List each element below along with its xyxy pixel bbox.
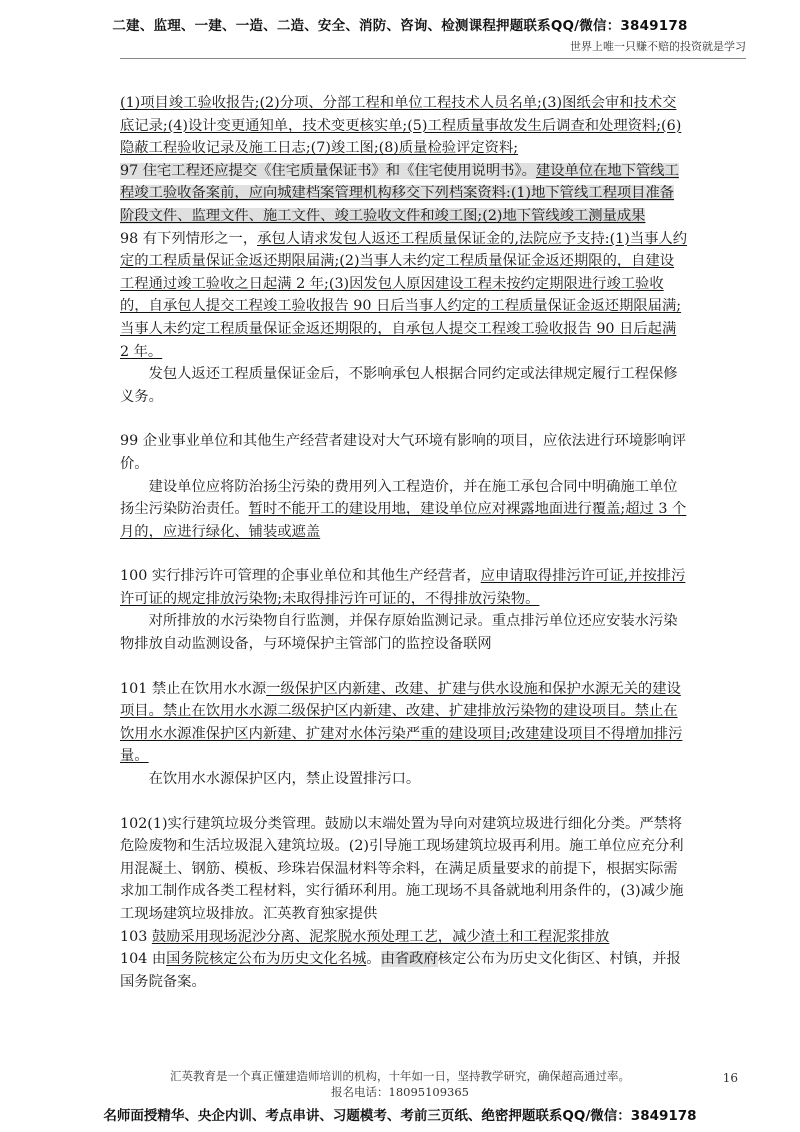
header-rule — [120, 58, 746, 59]
item-98-note: 发包人返还工程质量保证金后，不影响承包人根据合同约定或法律规定履行工程保修义务。 — [120, 366, 678, 405]
item-99-body: 建设单位应将防治扬尘污染的费用列入工程造价，并在施工承包合同中明确施工单位扬尘污染防治责任。 — [120, 478, 678, 518]
item-103-underlined: 鼓励采用现场泥沙分离、泥浆脱水预处理工艺，减少渣土和工程泥浆排放 — [151, 928, 610, 945]
item-104-highlight: 由省政府 — [380, 951, 438, 968]
item-100-underlined: 应申请取得排污许可证,并按排污许可证的规定排放污染物;未取得排污许可证的，不得排放污染物。 — [120, 568, 686, 607]
item-98 — [120, 228, 688, 409]
item-97 — [120, 160, 688, 228]
item-100-lead: 100 实行排污许可管理的企事业单位和其他生产经营者， — [120, 568, 481, 585]
page-number: 16 — [722, 1071, 738, 1085]
item-96 — [120, 92, 688, 160]
header-motto: 世界上唯一只赚不赔的投资就是学习 — [570, 40, 746, 53]
item-104 — [120, 948, 688, 993]
footer-phone: 报名电话：18095109365 — [331, 1085, 469, 1099]
item-103-lead: 103 — [120, 928, 152, 945]
item-100 — [120, 565, 688, 655]
item-99-main — [120, 476, 688, 544]
item-98-body: 承包人请求发包人返还工程质量保证金的,法院应予支持:(1)当事人约定的工程质量保证金返还期限届满;(2)当事人未约定工程质量保证金返还期限的，自建设工程通过竣工验收之日起满 2 年;(3)因发包人原因建设工程未按约定期限进行竣工验收的，自承包人提交工程竣工验收报告 90 日后当事人约定的工程质量保证金返还期限届满;当事人未约定工程质量保证金返还期限的，自承包人提交工程竣工验收报告 90 日后起满 2 年。 — [120, 230, 688, 360]
item-98-main — [120, 228, 688, 364]
item-104-underlined: 国务院核定公布为历史文化名城 — [166, 951, 367, 968]
item-101-lead: 101 禁止在饮用水水源 — [120, 680, 267, 697]
item-104-tail: 核定公布为历史文化街区、村镇，并报国务院备案。 — [120, 951, 681, 990]
item-103-104 — [120, 926, 688, 994]
item-101-underlined: 一级保护区内新建、改建、扩建与供水设施和保护水源无关的建设项目。禁止在饮用水水源二级保护区内新建、改建、扩建排放污染物的建设项目。禁止在饮用水水源准保护区内新建、扩建对水体污染严重的建设项目;改建建设项目不得增加排污量。 — [120, 680, 683, 765]
item-101-main — [120, 678, 688, 768]
bottom-banner: 名师面授精华、央企内训、考点串讲、习题模考、考前三页纸、绝密押题联系QQ/微信：3849178 — [103, 1108, 697, 1124]
item-101-note: 在饮用水水源保护区内，禁止设置排污口。 — [148, 771, 421, 788]
page-content — [120, 92, 688, 993]
item-101 — [120, 678, 688, 791]
item-99-underlined: 暂时不能开工的建设用地，建设单位应对裸露地面进行覆盖;超过 3 个月的，应进行绿化、铺装或遮盖 — [120, 501, 687, 540]
item-103 — [120, 926, 688, 949]
item-96-text: (1)项目竣工验收报告;(2)分项、分部工程和单位工程技术人员名单;(3)图纸会审和技术交底记录;(4)设计变更通知单，技术变更核实单;(5)工程质量事故发生后调查和处理资料;(6)隐蔽工程验收记录及施工日志;(7)竣工图;(8)质量检验评定资料; — [120, 95, 682, 157]
item-102: 102(1)实行建筑垃圾分类管理。鼓励以末端处置为导向对建筑垃圾进行细化分类。严禁将危险废物和生活垃圾混入建筑垃圾。(2)引导施工现场建筑垃圾再利用。施工单位应充分利用混凝土、钢筋、模板、珍珠岩保温材料等余料，在满足质量要求的前提下，根据实际需求加工制作成各类工程材料，实行循环利用。施工现场不具备就地利用条件的，(3)减少施工现场建筑垃圾排放。汇英教育独家提供 — [120, 815, 684, 922]
item-99-lead: 99 企业事业单位和其他生产经营者建设对大气环境有影响的项目，应依法进行环境影响评价。 — [120, 433, 687, 472]
item-99 — [120, 430, 688, 543]
item-100-main — [120, 565, 688, 610]
item-104-period: 。 — [366, 951, 381, 968]
top-banner: 二建、监理、一建、一造、二造、安全、消防、咨询、检测课程押题联系QQ/微信：3849178 — [112, 18, 688, 34]
item-97-body: 建设单位在地下管线工程竣工验收备案前，应向城建档案管理机构移交下列档案资料:(1)地下管线工程项目准备阶段文件、监理文件、施工文件、竣工验收文件和竣工图;(2)地下管线竣工测量成果 — [120, 162, 679, 224]
item-100-note: 对所排放的水污染物自行监测，并保存原始监测记录。重点排污单位还应安装水污染物排放自动监测设备，与环境保护主管部门的监控设备联网 — [120, 613, 678, 653]
item-97-lead: 97 住宅工程还应提交《住宅质量保证书》和《住宅使用说明书》。 — [120, 162, 536, 179]
footer-slogan: 汇英教育是一个真正懂建造师培训的机构，十年如一日，坚持教学研究，确保超高通过率。 — [170, 1069, 630, 1083]
item-98-lead: 98 有下列情形之一， — [120, 230, 258, 247]
item-104-lead: 104 由 — [120, 951, 167, 968]
